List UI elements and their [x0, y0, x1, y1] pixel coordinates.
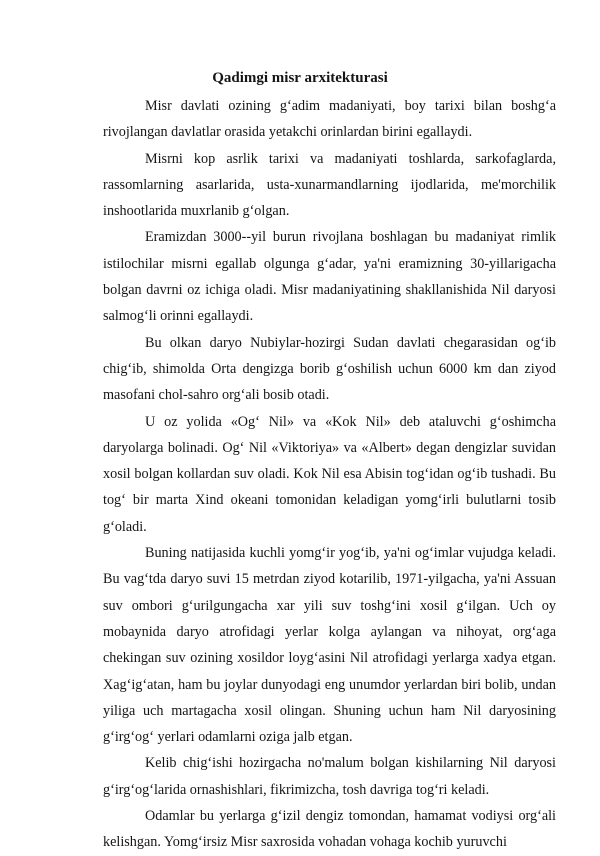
document-title: Qadimgi misr arxitekturasi — [212, 70, 388, 86]
paragraph: Kelib chig‘ishi hozirgacha no'malum bolgan kishilarning Nil daryosi g‘irg‘og‘larida ornashishlari, fikrimizcha, tosh davriga tog‘ri keladi. — [103, 755, 556, 798]
paragraph: Misrni kop asrlik tarixi va madaniyati toshlarda, sarkofaglarda, rassomlarning asarlarida, usta-xunarmandlarning ijodlarida, me'morchilik inshootlarida muxrlanib g‘olgan. — [103, 150, 556, 220]
paragraph: Odamlar bu yerlarga g‘izil dengiz tomondan, hamamat vodiysi org‘ali kelishgan. Yomg‘irsiz Misr saxrosida vohadan vohaga kochib yuruvchi — [103, 808, 556, 851]
paragraph: Eramizdan 3000--yil burun rivojlana boshlagan bu madaniyat rimlik istilochilar misrni egallab olgunga g‘adar, ya'ni eramizning 30-yillarigacha bolgan davrni oz ichiga oladi. Misr madaniyatining shakllanishida Nil daryosi salmog‘li orinni egallaydi. — [103, 229, 556, 325]
paragraph: Bu olkan daryo Nubiylar-hozirgi Sudan davlati chegarasidan og‘ib chig‘ib, shimolda Orta dengizga borib g‘oshilish uchun 6000 km dan ziyod masofani chol-sahro org‘ali bosib otadi. — [103, 334, 556, 404]
paragraph: Buning natijasida kuchli yomg‘ir yog‘ib, ya'ni og‘imlar vujudga keladi. Bu vag‘tda daryo suvi 15 metrdan ziyod kotarilib, 1971-yilgacha, ya'ni Assuan suv ombori g‘urilgungacha xar yili suv toshg‘ini xosil g‘ilgan. Uch oy mobaynida daryo atrofidagi yerlar kolga aylangan va nihoyat, org‘aga chekingan suv ozining xosildor loyg‘asini Nil atrofidagi yerlarga xadya etgan. Xag‘ig‘atan, ham bu joylar dunyodagi eng unumdor yerlardan biri bolib, undan yiliga uch martagacha xosil olingan. Shuning uchun ham Nil daryosining g‘irg‘og‘ yerlari odamlarni oziga jalb etgan. — [103, 545, 556, 746]
document-body — [103, 93, 556, 856]
paragraph: U oz yolida «Og‘ Nil» va «Kok Nil» deb ataluvchi g‘oshimcha daryolarga bolinadi. Og‘ Nil «Viktoriya» va «Albert» degan dengizlar suvidan xosil bolgan kollardan suv oladi. Kok Nil esa Abisin tog‘idan og‘ib tushadi. Bu tog‘ bir marta Xind okeani tomonidan keladigan yomg‘irli bulutlarni tosib g‘oladi. — [103, 413, 556, 535]
paragraph: Misr davlati ozining g‘adim madaniyati, boy tarixi bilan boshg‘a rivojlangan davlatlar orasida yetakchi orinlardan birini egallaydi. — [103, 98, 556, 141]
